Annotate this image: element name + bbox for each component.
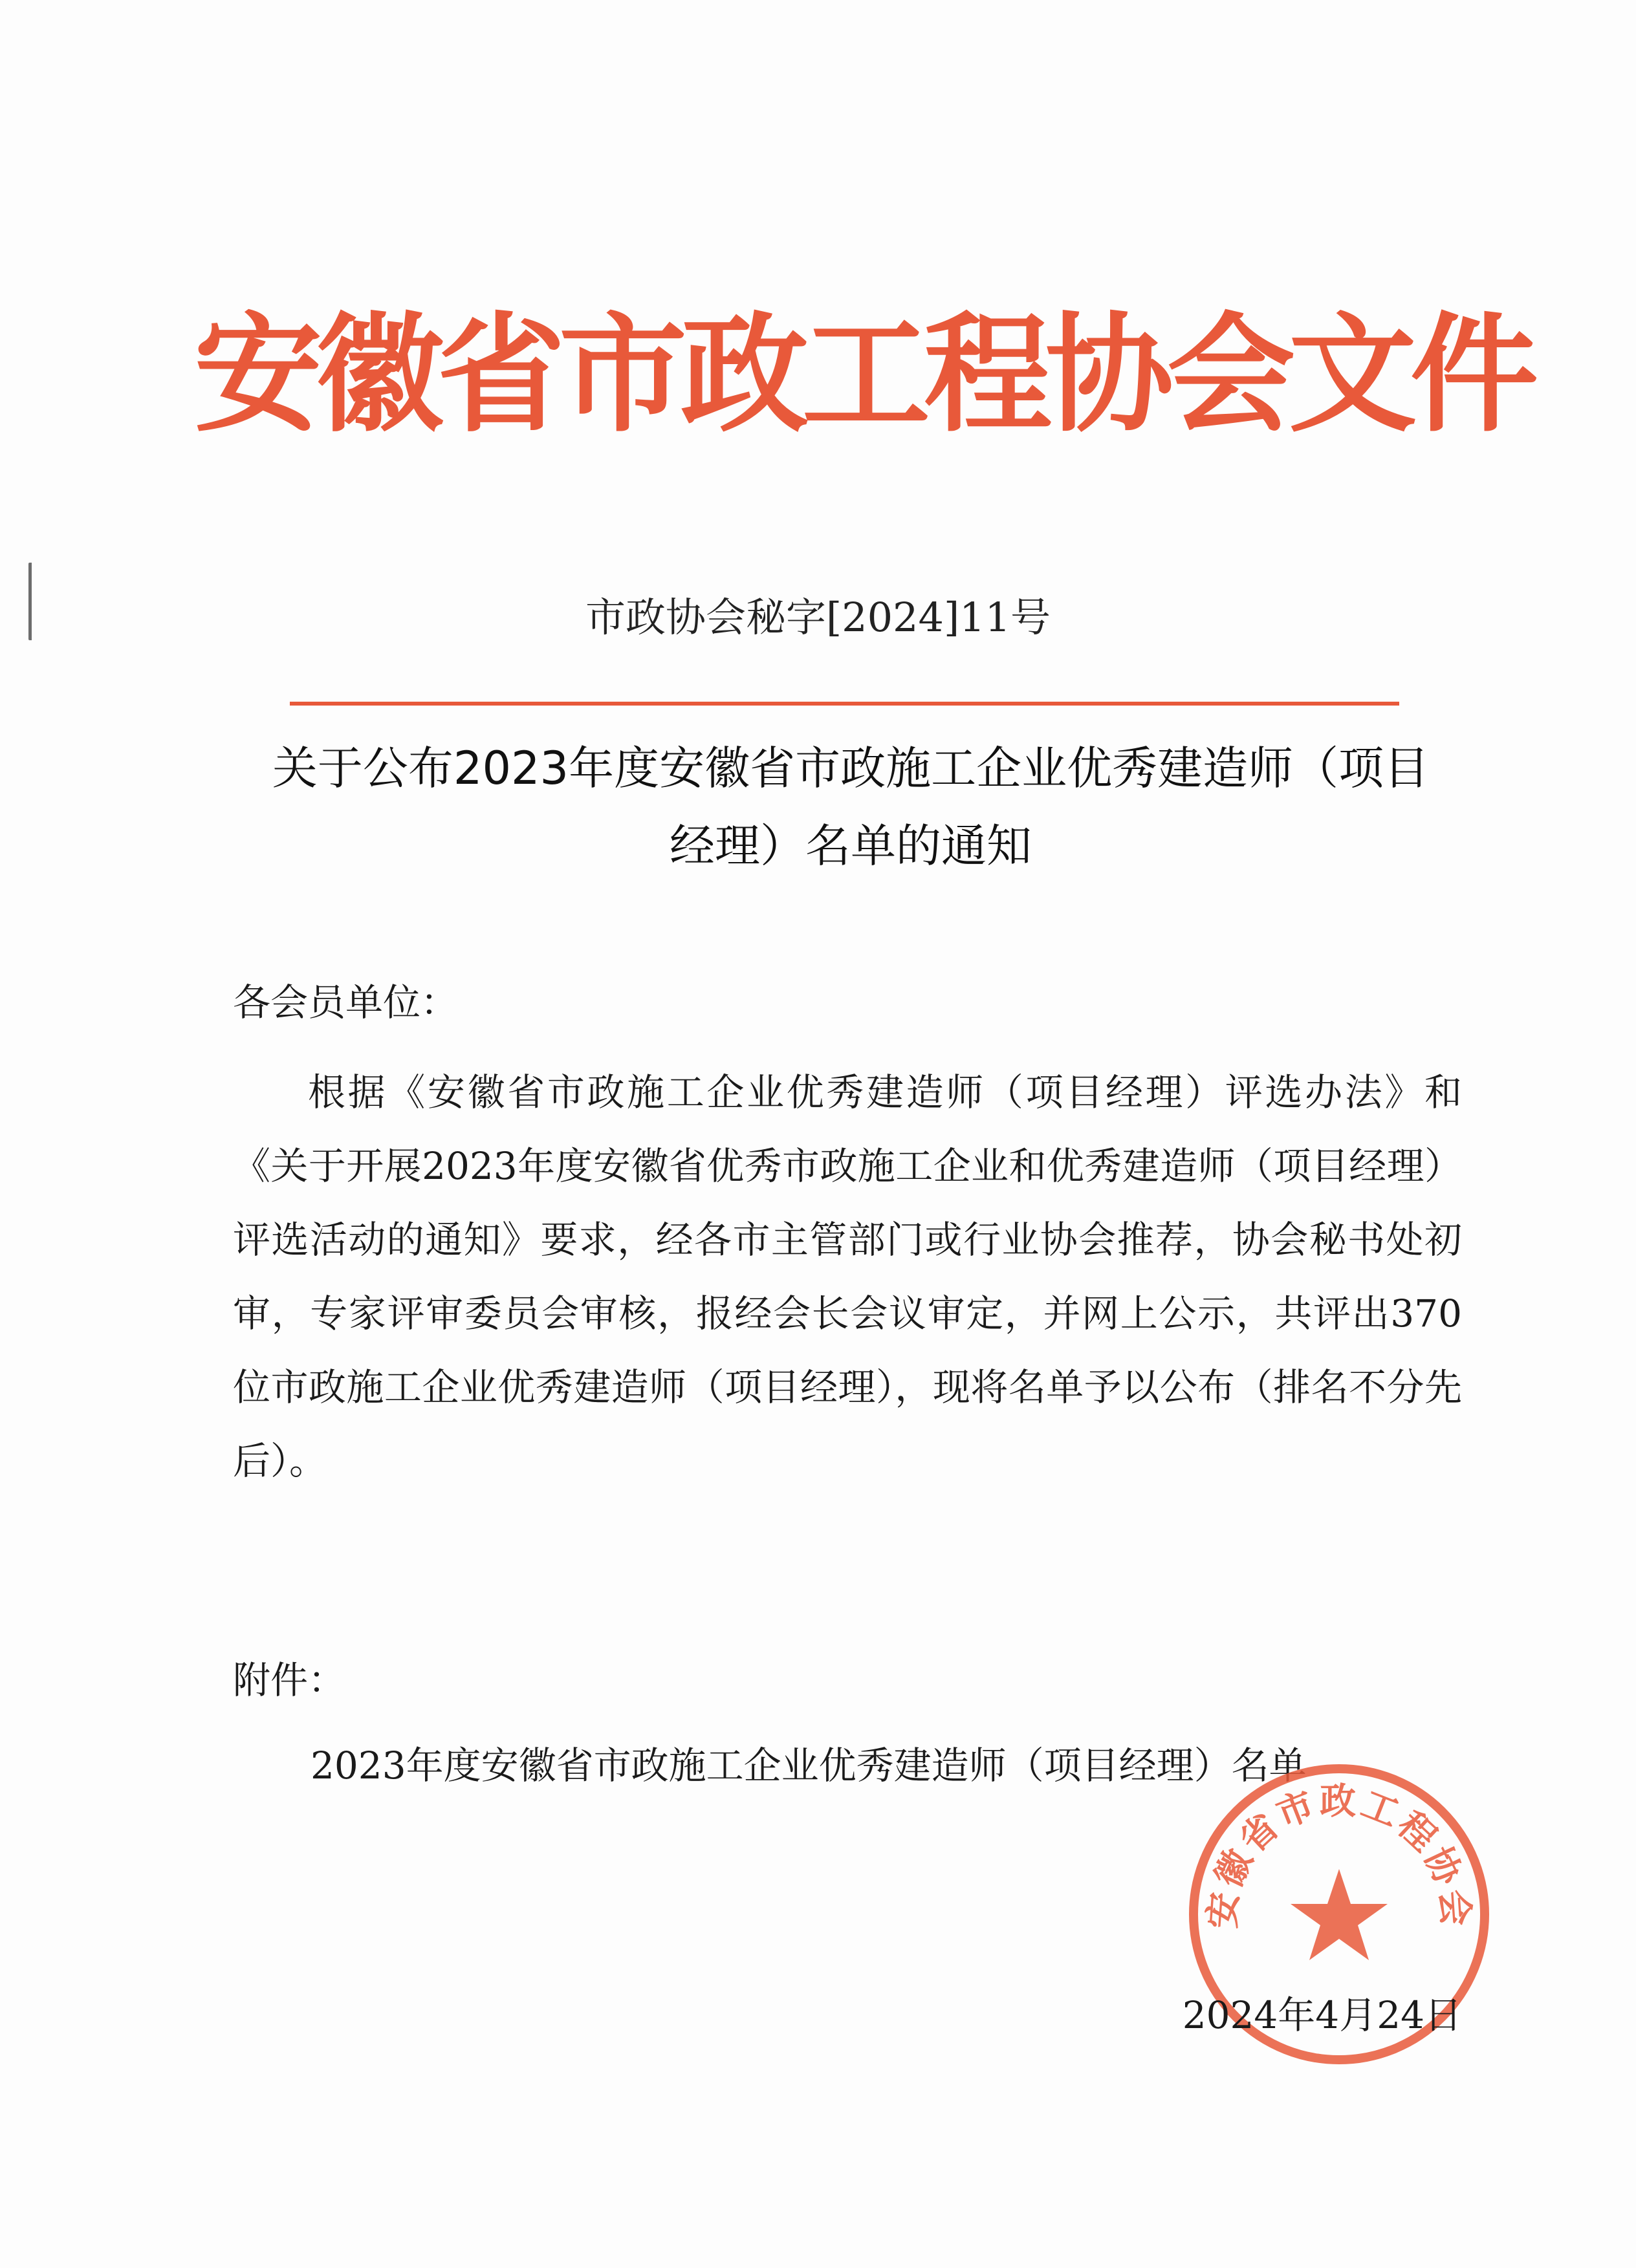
issue-date: 2024年4月24日 <box>1182 1993 1462 2037</box>
binding-mark <box>28 563 38 640</box>
attachment-label: 附件： <box>233 1658 346 1702</box>
header-divider <box>290 702 1399 706</box>
salutation: 各会员单位： <box>233 980 459 1024</box>
svg-text:安徽省市政工程协会: 安徽省市政工程协会 <box>1201 1780 1477 1930</box>
notice-body: 根据《安徽省市政施工企业优秀建造师（项目经理）评选办法》和《关于开展2023年度安徽省优秀市政施工企业和优秀建造师（项目经理）评选活动的通知》要求，经各市主管部门或行业协会推荐，协会秘书处初审，专家评审委员会审核，报经会长会议审定，并网上公示，共评出370位市政施工企业优秀建造师（项目经理），现将名单予以公布（排名不分先后）。 <box>233 1070 1462 1483</box>
document-header-title: 安徽省市政工程协会文件 <box>194 300 1532 449</box>
document-number: 市政协会秘字[2024]11号 <box>585 594 1051 641</box>
notice-title: 关于公布2023年度安徽省市政施工企业优秀建造师（项目经理）名单的通知 <box>272 742 1430 872</box>
attachment-item: 2023年度安徽省市政施工企业优秀建造师（项目经理）名单 <box>311 1744 1307 1787</box>
